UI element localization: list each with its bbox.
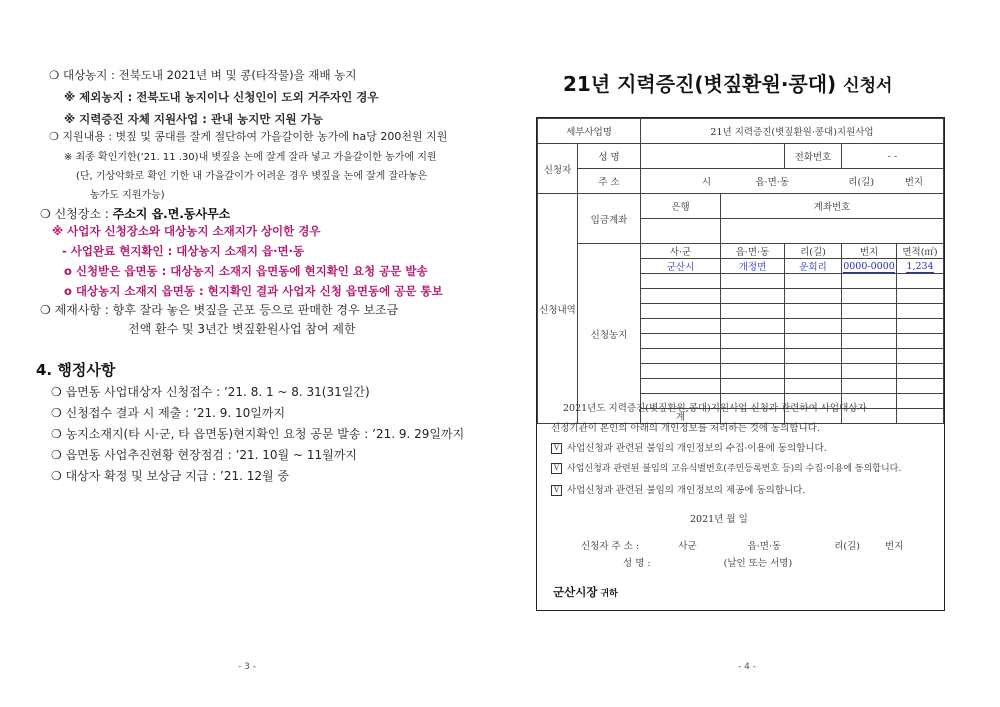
completion-check: - 사업완료 현지확인 : 대상농지 소재지 읍·면·동	[62, 244, 305, 258]
form-title-suffix: 신청서	[843, 76, 893, 96]
application-table	[537, 118, 944, 424]
col-header-bunji: 번지	[842, 244, 897, 259]
final-check-note-1: (단, 기상악화로 확인 기한 내 가을갈이가 어려운 경우 볏짚을 논에 잘게 잘라놓은	[76, 171, 428, 182]
addr-si: 시	[701, 177, 712, 188]
admin-item-3: ❍ 농지소재지(타 시·군, 타 읍면동)현지확인 요청 공문 발송 : ’21. 9. 29일까지	[51, 427, 465, 441]
self-support-note: ※ 지력증진 자체 지원사업 : 관내 농지만 지원 가능	[64, 112, 323, 126]
phone-field[interactable]: - -	[842, 144, 944, 169]
addr-ri: 리(길)	[848, 177, 875, 188]
account-no-label: 계좌번호	[721, 194, 944, 219]
example-ri: 운회리	[785, 259, 842, 274]
row-address	[538, 169, 944, 194]
detail-project-value: 21년 지력증진(볏짚환원·콩대)지원사업	[641, 119, 944, 144]
apply-place-prefix: ❍ 신청장소 :	[40, 207, 113, 221]
bank-field[interactable]	[641, 219, 721, 244]
signer-address	[581, 538, 944, 552]
signer-address-bunji: 번지	[885, 541, 904, 552]
row-detail-project	[538, 119, 944, 144]
details-label: 신청내역	[538, 194, 578, 424]
applicant-label: 신청자	[538, 144, 578, 194]
signer-name	[623, 555, 944, 569]
addressee-name: 군산시장	[553, 585, 598, 599]
form-title	[563, 68, 892, 97]
name-field[interactable]	[641, 144, 785, 169]
addr-bunji: 번지	[904, 177, 924, 188]
sanction-line-2: 전액 환수 및 3년간 볏짚환원사업 참여 제한	[128, 322, 356, 336]
address-label: 주 소	[578, 169, 641, 194]
mismatch-note: ※ 사업자 신청장소와 대상농지 소재지가 상이한 경우	[52, 224, 321, 238]
signer-address-label: 신청자 주 소 :	[581, 541, 640, 552]
page-number-left: - 3 -	[238, 662, 256, 672]
example-gun: 군산시	[641, 259, 721, 274]
signer-address-gun: 사군	[678, 541, 697, 552]
target-office: o 대상농지 소재지 읍면동 : 현지확인 결과 사업자 신청 읍면동에 공문 통보	[64, 284, 443, 298]
checkbox-1[interactable]: V	[551, 443, 562, 454]
signer-name-label: 성 명 :	[623, 558, 651, 569]
target-farmland: ❍ 대상농지 : 전북도내 2021년 벼 및 콩(타작물)을 재배 농지	[49, 68, 357, 82]
account-label: 입금계좌	[578, 194, 641, 244]
consent-item-1: V 사업신청과 관련된 불임의 개인정보의 수집·이용에 동의합니다.	[551, 440, 944, 454]
signer-address-dong: 읍·면·동	[747, 541, 782, 552]
form-date: 2021년 월 일	[690, 514, 748, 525]
col-header-dong: 읍·면·동	[721, 244, 785, 259]
account-no-field[interactable]	[721, 219, 944, 244]
row-farmland-header	[538, 244, 944, 259]
example-dong: 개정면	[721, 259, 785, 274]
detail-project-label: 세부사업명	[538, 119, 641, 144]
bank-label: 은행	[641, 194, 721, 219]
col-header-ri: 리(길)	[785, 244, 842, 259]
admin-item-4: ❍ 읍면동 사업추진현황 현장점검 : ’21. 10월 ~ 11월까지	[51, 448, 357, 462]
signer-address-ri: 리(길)	[834, 541, 860, 552]
consent-intro-2: 선정기관이 본인의 아래의 개인정보를 처리하는 것에 동의합니다.	[551, 423, 820, 434]
admin-item-2: ❍ 신청접수 결과 시 제출 : ’21. 9. 10일까지	[51, 406, 286, 420]
name-label: 성 명	[578, 144, 641, 169]
total-label: 계	[641, 409, 721, 424]
addressee-suffix: 귀하	[600, 589, 618, 599]
example-bunji: 0000-0000	[843, 260, 895, 272]
final-check-note: ※ 최종 확인기한(’21. 11 .30)내 볏짚을 논에 잘게 잘라 넣고 가을갈이한 농가에 지원	[64, 152, 437, 163]
checkbox-2[interactable]: V	[551, 463, 562, 474]
received-office: o 신청받은 읍면동 : 대상농지 소재지 읍면동에 현지확인 요청 공문 발송	[64, 264, 428, 278]
excluded-farmland: ※ 제외농지 : 전북도내 농지이나 신청인이 도외 거주자인 경우	[64, 90, 379, 104]
addr-dong: 읍·면·동	[755, 177, 790, 188]
admin-item-5: ❍ 대상자 확정 및 보상금 지급 : ’21. 12월 중	[51, 469, 289, 483]
consent-intro-1: 2021년도 지력증진(볏짚환원,콩대)지원사업 신청과 관련하여 사업대상자	[563, 403, 867, 414]
col-header-gun: 사·군	[641, 244, 721, 259]
row-name	[538, 144, 944, 169]
addressee	[553, 584, 944, 600]
farmland-label: 신청농지	[578, 244, 641, 424]
support-content: ❍ 지원내용 : 볏짚 및 콩대를 잘게 절단하여 가을갈이한 농가에 ha당 200천원 지원	[49, 130, 448, 143]
application-form	[536, 117, 945, 611]
example-area: 1,234	[897, 259, 944, 274]
row-account	[538, 194, 944, 219]
form-title-main: 21년 지력증진(볏짚환원·콩대)	[563, 72, 837, 96]
signer-name-hint[interactable]: (날인 또는 서명)	[723, 558, 793, 569]
consent-item-2: V 사업신청과 관련된 불임의 고유식별번호(주민등록번호 등)의 수집·이용에 동의합니다.	[551, 461, 944, 474]
page-number-right: - 4 -	[738, 662, 756, 672]
address-field[interactable]	[641, 169, 944, 194]
col-header-area: 면적(㎡)	[897, 244, 944, 259]
checkbox-3[interactable]: V	[551, 485, 562, 496]
consent-item-3: V 사업신청과 관련된 불임의 개인정보의 제공에 동의합니다.	[551, 482, 944, 496]
final-check-note-2: 농가도 지원가능)	[90, 190, 165, 201]
sanction-line-1: ❍ 제재사항 : 향후 잘라 놓은 볏짚을 곤포 등으로 판매한 경우 보조금	[40, 303, 399, 317]
admin-item-1: ❍ 읍면동 사업대상자 신청접수 : ’21. 8. 1 ~ 8. 31(31일간)	[51, 385, 370, 399]
section4-title: 4. 행정사항	[36, 361, 116, 379]
phone-label: 전화번호	[785, 144, 842, 169]
apply-place-value: 주소지 읍.면.동사무소	[112, 207, 231, 221]
